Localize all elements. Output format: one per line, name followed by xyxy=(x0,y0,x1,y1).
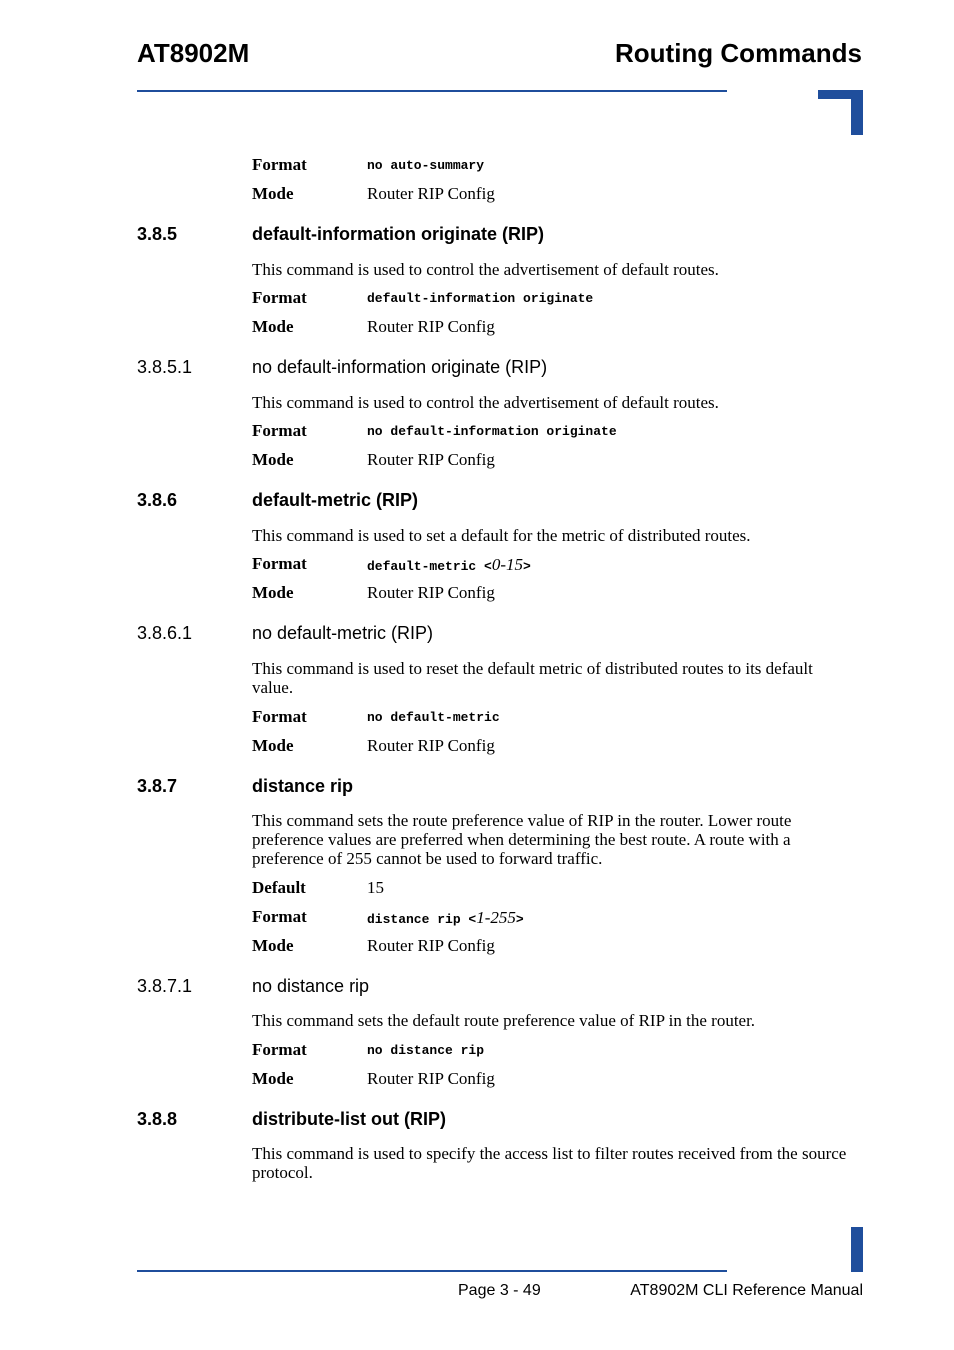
header-corner-mark xyxy=(818,90,863,135)
header-rule xyxy=(137,90,727,92)
page-number: Page 3 - 49 xyxy=(458,1282,541,1299)
section-description-line: protocol. xyxy=(252,1163,313,1182)
format-bracket: > xyxy=(523,559,531,574)
section-number: 3.8.5 xyxy=(137,224,178,244)
section-description: This command is used to control the advertisement of default routes. xyxy=(252,393,719,412)
mode-label: Mode xyxy=(252,583,294,602)
mode-label: Mode xyxy=(252,317,294,336)
header-title-left: AT8902M xyxy=(137,38,250,68)
footer-rule xyxy=(137,1270,727,1272)
mode-value: Router RIP Config xyxy=(367,1069,495,1088)
section-number: 3.8.7 xyxy=(137,776,178,796)
section-number: 3.8.8 xyxy=(137,1109,178,1129)
section-description: This command is used to set a default for the metric of distributed routes. xyxy=(252,526,751,545)
section-description: This command sets the default route preference value of RIP in the router. xyxy=(252,1011,756,1030)
footer-corner-mark xyxy=(851,1227,863,1272)
format-label: Format xyxy=(252,554,307,573)
section-description-line: This command is used to reset the default metric of distributed routes to its default xyxy=(252,659,813,678)
mode-value: Router RIP Config xyxy=(367,317,495,336)
section-description-line: preference of 255 cannot be used to forward traffic. xyxy=(252,849,603,868)
default-label: Default xyxy=(252,878,306,897)
format-value xyxy=(367,908,524,930)
format-value: no auto-summary xyxy=(367,158,485,173)
section-title: distribute-list out (RIP) xyxy=(252,1109,446,1129)
format-value: default-information originate xyxy=(367,291,594,306)
format-parameter: 1-255 xyxy=(476,908,516,927)
mode-value: Router RIP Config xyxy=(367,184,495,203)
header-title-right: Routing Commands xyxy=(615,38,862,68)
mode-label: Mode xyxy=(252,450,294,469)
mode-label: Mode xyxy=(252,1069,294,1088)
section-number: 3.8.6 xyxy=(137,490,178,510)
section-description: This command is used to control the advertisement of default routes. xyxy=(252,260,719,279)
mode-value: Router RIP Config xyxy=(367,450,495,469)
format-label: Format xyxy=(252,288,307,307)
mode-label: Mode xyxy=(252,936,294,955)
section-title: default-metric (RIP) xyxy=(252,490,419,510)
mode-label: Mode xyxy=(252,184,294,203)
format-value: no distance rip xyxy=(367,1043,485,1058)
format-command: distance rip < xyxy=(367,912,477,927)
format-label: Format xyxy=(252,421,307,440)
format-value: no default-metric xyxy=(367,710,500,725)
section-description-line: This command is used to specify the access list to filter routes received from the source xyxy=(252,1144,847,1163)
section-description-line: preference values are preferred when determining the best route. A route with a xyxy=(252,830,791,849)
section-title: no default-information originate (RIP) xyxy=(252,357,548,377)
section-number: 3.8.5.1 xyxy=(137,357,193,377)
section-title: no default-metric (RIP) xyxy=(252,623,434,643)
format-value xyxy=(367,555,531,577)
mode-value: Router RIP Config xyxy=(367,936,495,955)
section-description-line: This command sets the route preference value of RIP in the router. Lower route xyxy=(252,811,792,830)
mode-value: Router RIP Config xyxy=(367,736,495,755)
section-number: 3.8.6.1 xyxy=(137,623,193,643)
mode-label: Mode xyxy=(252,736,294,755)
default-value: 15 xyxy=(367,878,384,897)
format-label: Format xyxy=(252,1040,307,1059)
format-parameter: 0-15 xyxy=(491,555,523,574)
section-description-line: value. xyxy=(252,678,294,697)
format-label: Format xyxy=(252,907,307,926)
section-title: distance rip xyxy=(252,776,354,796)
section-number: 3.8.7.1 xyxy=(137,976,193,996)
manual-title: AT8902M CLI Reference Manual xyxy=(630,1282,863,1299)
section-title: no distance rip xyxy=(252,976,370,996)
format-value: no default-information originate xyxy=(367,424,617,439)
format-label: Format xyxy=(252,707,307,726)
format-command: default-metric < xyxy=(367,559,492,574)
format-label: Format xyxy=(252,155,307,174)
format-bracket: > xyxy=(515,912,524,927)
mode-value: Router RIP Config xyxy=(367,583,495,602)
section-title: default-information originate (RIP) xyxy=(252,224,544,244)
